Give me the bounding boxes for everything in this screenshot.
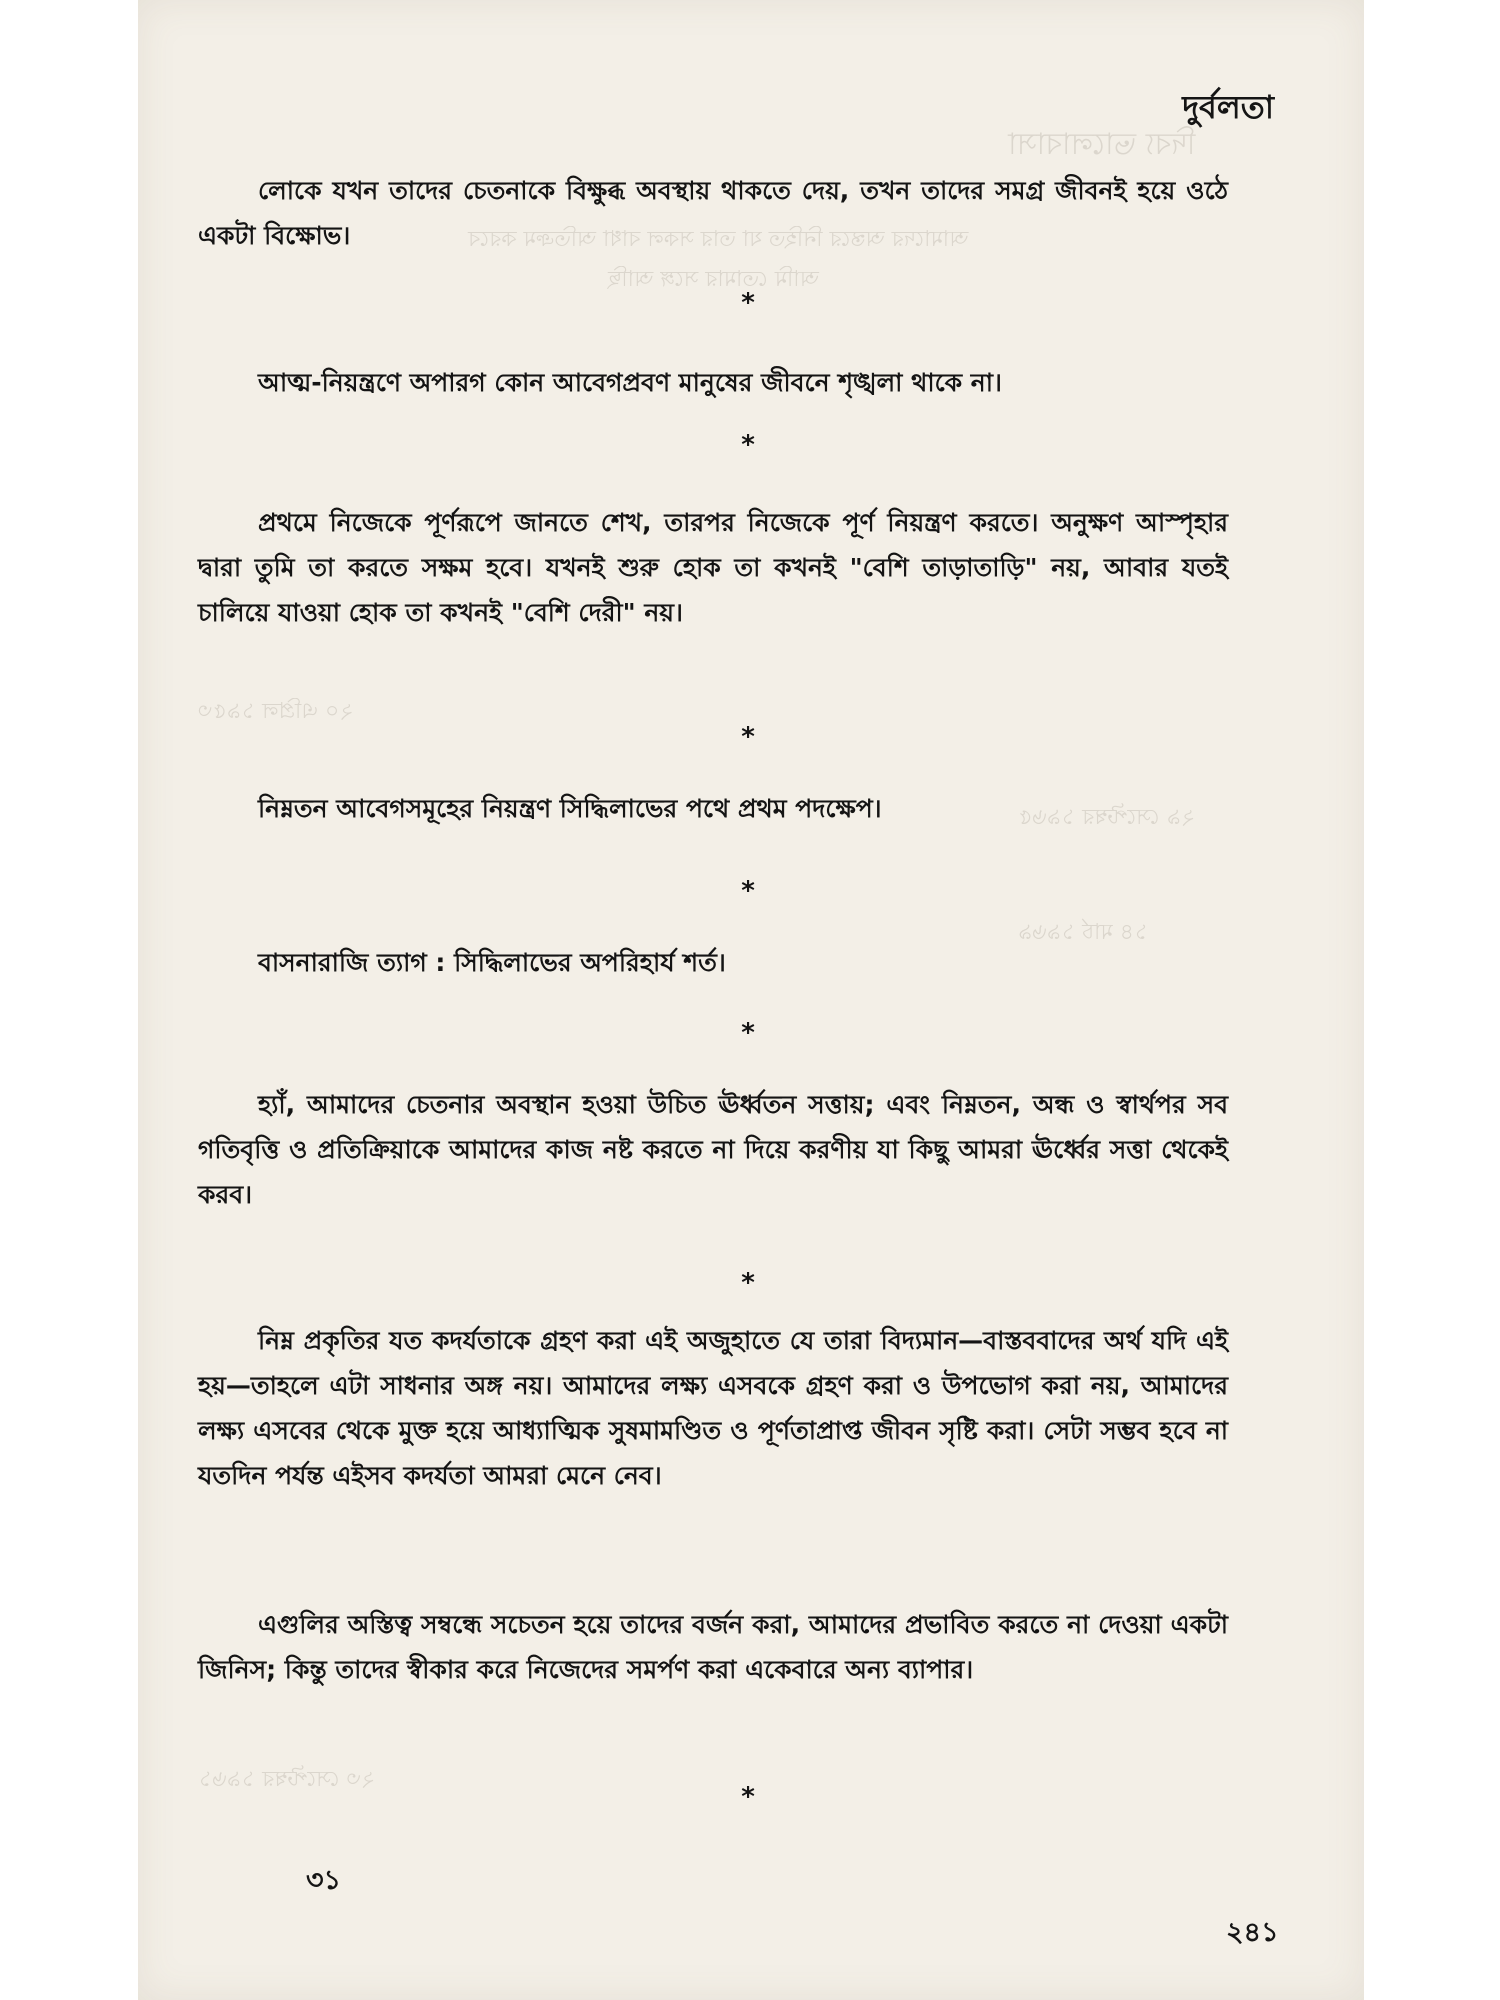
separator-asterisk: * [741,1018,755,1048]
separator-asterisk: * [741,722,755,752]
paragraph: লোকে যখন তাদের চেতনাকে বিক্ষুব্ধ অবস্থায় থাকতে দেয়, তখন তাদের সমগ্র জীবনই হয়ে ওঠে একটা বিক্ষোভ। [198,176,1228,250]
paragraph: এগুলির অস্তিত্ব সম্বন্ধে সচেতন হয়ে তাদের বর্জন করা, আমাদের প্রভাবিত করতে না দেওয়া একটা জিনিস; কিন্তু তাদের স্বীকার করে নিজেদের সমর্পণ করা একেবারে অন্য ব্যাপার। [198,1610,1228,1684]
bleed-through-text: ১৪ মার্চ ১৯৬৯ [1018,920,1149,945]
paragraph: হ্যাঁ, আমাদের চেতনার অবস্থান হওয়া উচিত ঊর্ধ্বতন সত্তায়; এবং নিম্নতন, অন্ধ ও স্বার্থপর সব গতিবৃত্তি ও প্রতিক্রিয়াকে আমাদের কাজ নষ্ট করতে না দিয়ে করণীয় যা কিছু আমরা ঊর্ধ্বের সত্তা থেকেই করব। [198,1090,1228,1209]
separator-asterisk: * [741,1268,755,1298]
running-head: দুর্বলতা [1182,88,1274,126]
paragraph: প্রথমে নিজেকে পূর্ণরূপে জানতে শেখ, তারপর নিজেকে পূর্ণ নিয়ন্ত্রণ করতে। অনুক্ষণ আস্পৃহার দ্বারা তুমি তা করতে সক্ষম হবে। যখনই শুরু হোক তা কখনই "বেশি তাড়াতাড়ি" নয়, আবার যতই চালিয়ে যাওয়া হোক তা কখনই "বেশি দেরী" নয়। [198,508,1228,627]
separator-asterisk: * [741,288,755,318]
bleed-through-text: ২০ এপ্রিল ১৯৫৩ [198,699,354,724]
separator-asterisk: * [741,876,755,906]
page-number: ২৪১ [1226,1917,1279,1948]
paragraph: নিম্নতন আবেগসমূহের নিয়ন্ত্রণ সিদ্ধিলাভের পথে প্রথম পদক্ষেপ। [258,794,882,823]
bleed-through-text: ২৩ সেপ্টেম্বর ১৯৬১ [198,1767,376,1792]
bleed-through-text: আমি তোমার সঙ্গে আছি [608,267,819,292]
bleed-through-text: দিব্য ভালোবাসা [1008,127,1196,162]
bleed-through-text: ২৯ সেপ্টেম্বর ১৯৬৫ [1018,805,1196,830]
separator-asterisk: * [741,1782,755,1812]
chapter-number: ৩১ [306,1865,342,1896]
separator-asterisk: * [741,430,755,460]
bleed-through-text: আমাদের অন্তরে নিহিত যা তার সকল বাধা অতিক্রম করবে [468,227,969,252]
paragraph: আত্ম-নিয়ন্ত্রণে অপারগ কোন আবেগপ্রবণ মানুষের জীবনে শৃঙ্খলা থাকে না। [258,368,1002,397]
book-page [138,0,1364,2000]
paragraph: নিম্ন প্রকৃতির যত কদর্যতাকে গ্রহণ করা এই অজুহাতে যে তারা বিদ্যমান—বাস্তববাদের অর্থ যদি এই হয়—তাহলে এটা সাধনার অঙ্গ নয়। আমাদের লক্ষ্য এসবকে গ্রহণ করা ও উপভোগ করা নয়, আমাদের লক্ষ্য এসবের থেকে মুক্ত হয়ে আধ্যাত্মিক সুষমামণ্ডিত ও পূর্ণতাপ্রাপ্ত জীবন সৃষ্টি করা। সেটা সম্ভব হবে না যতদিন পর্যন্ত এইসব কদর্যতা আমরা মেনে নেব। [198,1326,1228,1490]
paragraph: বাসনারাজি ত্যাগ : সিদ্ধিলাভের অপরিহার্য শর্ত। [258,948,726,977]
